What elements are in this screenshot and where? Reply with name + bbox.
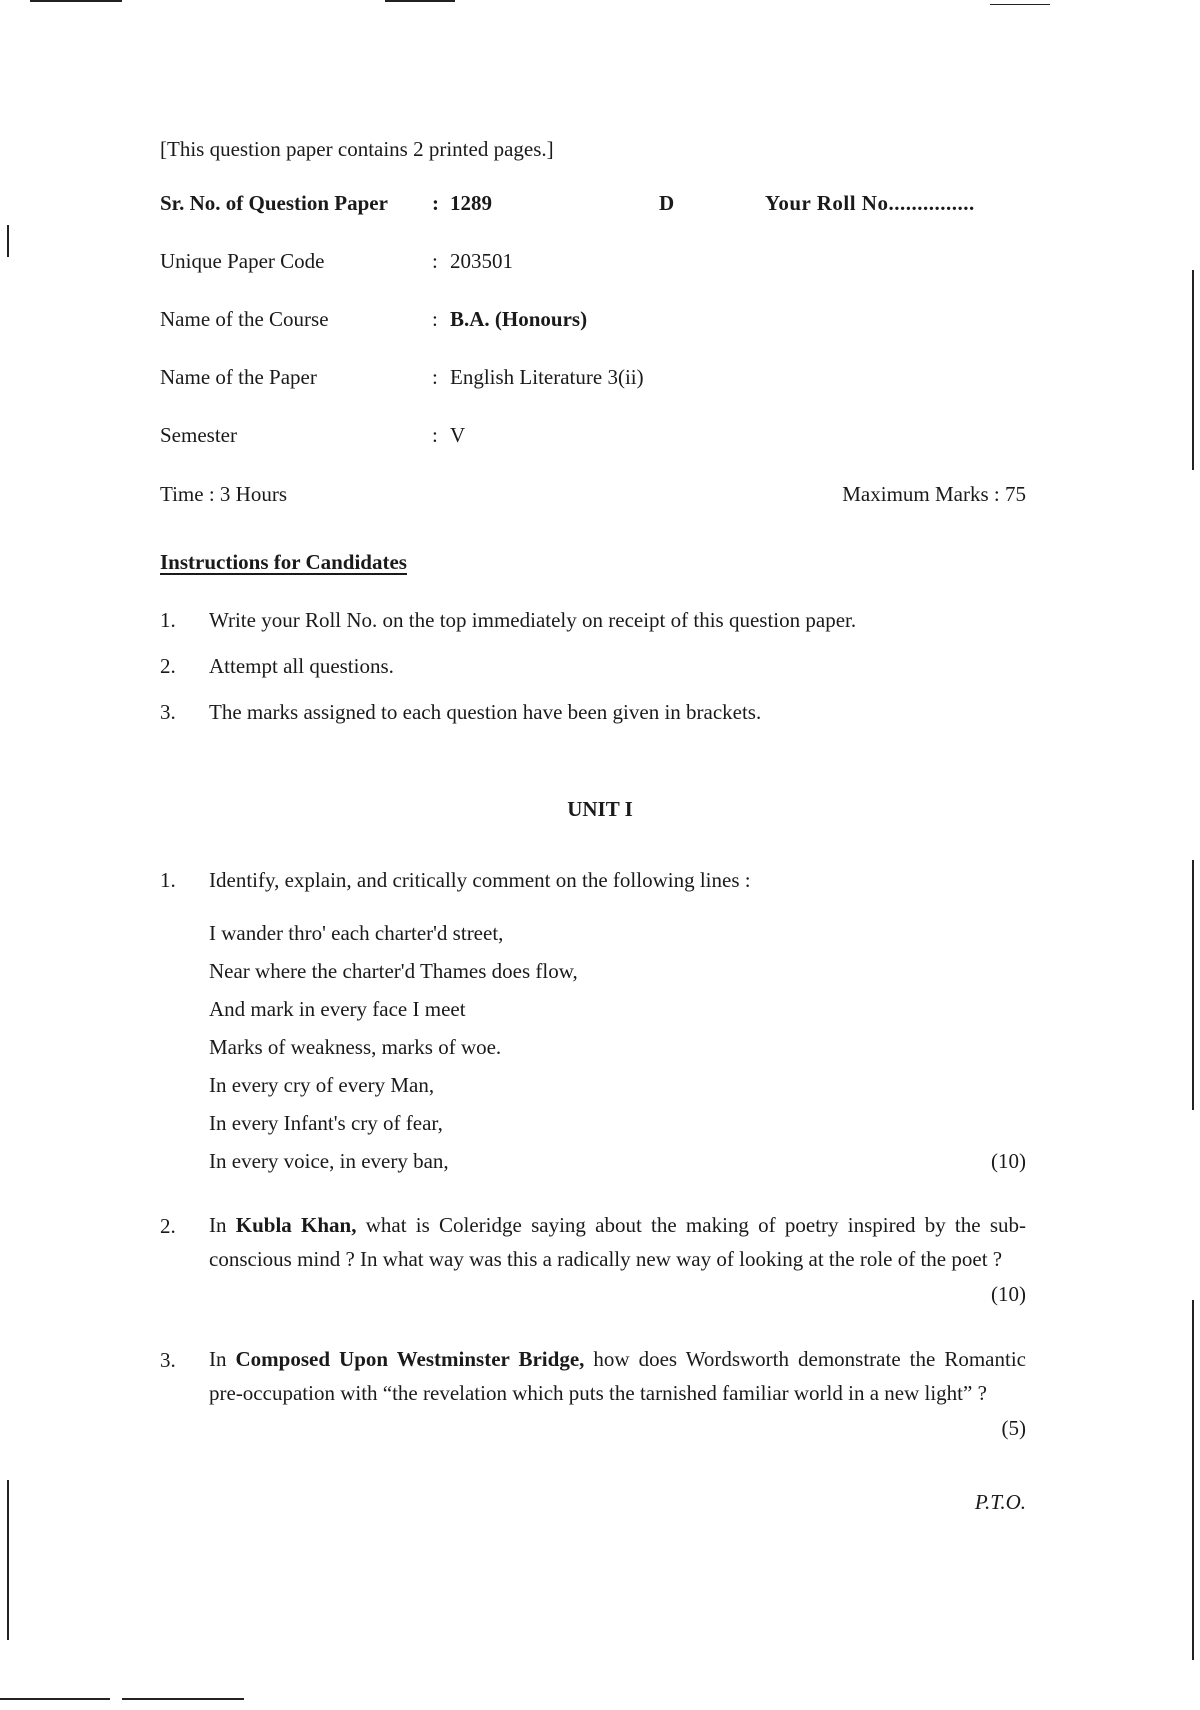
question-text: Identify, explain, and critically comment on the following lines : — [209, 868, 751, 892]
question-marks: (10) — [991, 1149, 1026, 1173]
question-text: In Composed Upon Westminster Bridge, how does Wordsworth demonstrate the Romantic pre-occupation with “the revelation which puts the tarnished familiar world in a new light” ? — [209, 1347, 1026, 1405]
poem-line: In every voice, in every ban, — [209, 1149, 449, 1173]
set-code: D — [659, 191, 675, 215]
scan-mark — [1192, 860, 1194, 1110]
poem-line: And mark in every face I meet — [209, 997, 466, 1021]
instruction-number: 3. — [160, 700, 176, 724]
paper-name-label: Name of the Paper — [160, 365, 317, 389]
scan-mark — [990, 4, 1050, 5]
colon: : — [432, 191, 439, 215]
paper-name-value: English Literature 3(ii) — [450, 365, 644, 389]
semester-label: Semester — [160, 423, 237, 447]
poem-line: In every Infant's cry of fear, — [209, 1111, 443, 1135]
maximum-marks: Maximum Marks : 75 — [842, 482, 1026, 506]
instruction-text: The marks assigned to each question have been given in brackets. — [209, 700, 762, 724]
unique-code-label: Unique Paper Code — [160, 249, 325, 273]
semester-value: V — [450, 423, 466, 447]
scan-mark — [0, 1698, 110, 1700]
question-marks: (10) — [991, 1282, 1026, 1306]
please-turn-over: P.T.O. — [974, 1490, 1026, 1514]
poem-line: Marks of weakness, marks of woe. — [209, 1035, 502, 1059]
poem-title: Composed Upon Westminster Bridge, — [235, 1347, 585, 1371]
instruction-text: Write your Roll No. on the top immediately on receipt of this question paper. — [209, 608, 857, 632]
poem-line: I wander thro' each charter'd street, — [209, 921, 504, 945]
scan-mark — [385, 0, 455, 2]
roll-no-label: Your Roll No............... — [765, 191, 975, 215]
instruction-number: 2. — [160, 654, 176, 678]
sr-no-label: Sr. No. of Question Paper — [160, 191, 388, 215]
question-number: 1. — [160, 868, 176, 892]
colon: : — [432, 423, 438, 447]
question-number: 2. — [160, 1214, 176, 1238]
instruction-number: 1. — [160, 608, 176, 632]
poem-line: In every cry of every Man, — [209, 1073, 435, 1097]
unit-heading: UNIT I — [567, 797, 633, 821]
course-label: Name of the Course — [160, 307, 329, 331]
colon: : — [432, 365, 438, 389]
course-value: B.A. (Honours) — [450, 307, 588, 331]
poem-line: Near where the charter'd Thames does flow, — [209, 959, 578, 983]
scan-mark — [7, 1480, 9, 1640]
time-allowed: Time : 3 Hours — [160, 482, 287, 506]
colon: : — [432, 307, 438, 331]
question-number: 3. — [160, 1348, 176, 1372]
scan-mark — [30, 0, 122, 2]
colon: : — [432, 249, 438, 273]
instructions-heading: Instructions for Candidates — [160, 550, 407, 574]
poem-title: Kubla Khan, — [235, 1213, 357, 1237]
scan-mark — [7, 225, 9, 257]
question-marks: (5) — [1001, 1416, 1026, 1440]
question-text: In Kubla Khan, what is Coleridge saying about the making of poetry inspired by the sub-conscious mind ? In what way was this a radically new way of looking at the role of the poet ? — [209, 1213, 1026, 1271]
page-count-note: [This question paper contains 2 printed pages.] — [160, 137, 554, 161]
scan-mark — [1192, 1300, 1194, 1660]
scan-mark — [1192, 270, 1194, 470]
sr-no-value: 1289 — [450, 191, 492, 215]
unique-code-value: 203501 — [450, 249, 513, 273]
scan-mark — [122, 1698, 244, 1700]
instruction-text: Attempt all questions. — [209, 654, 394, 678]
